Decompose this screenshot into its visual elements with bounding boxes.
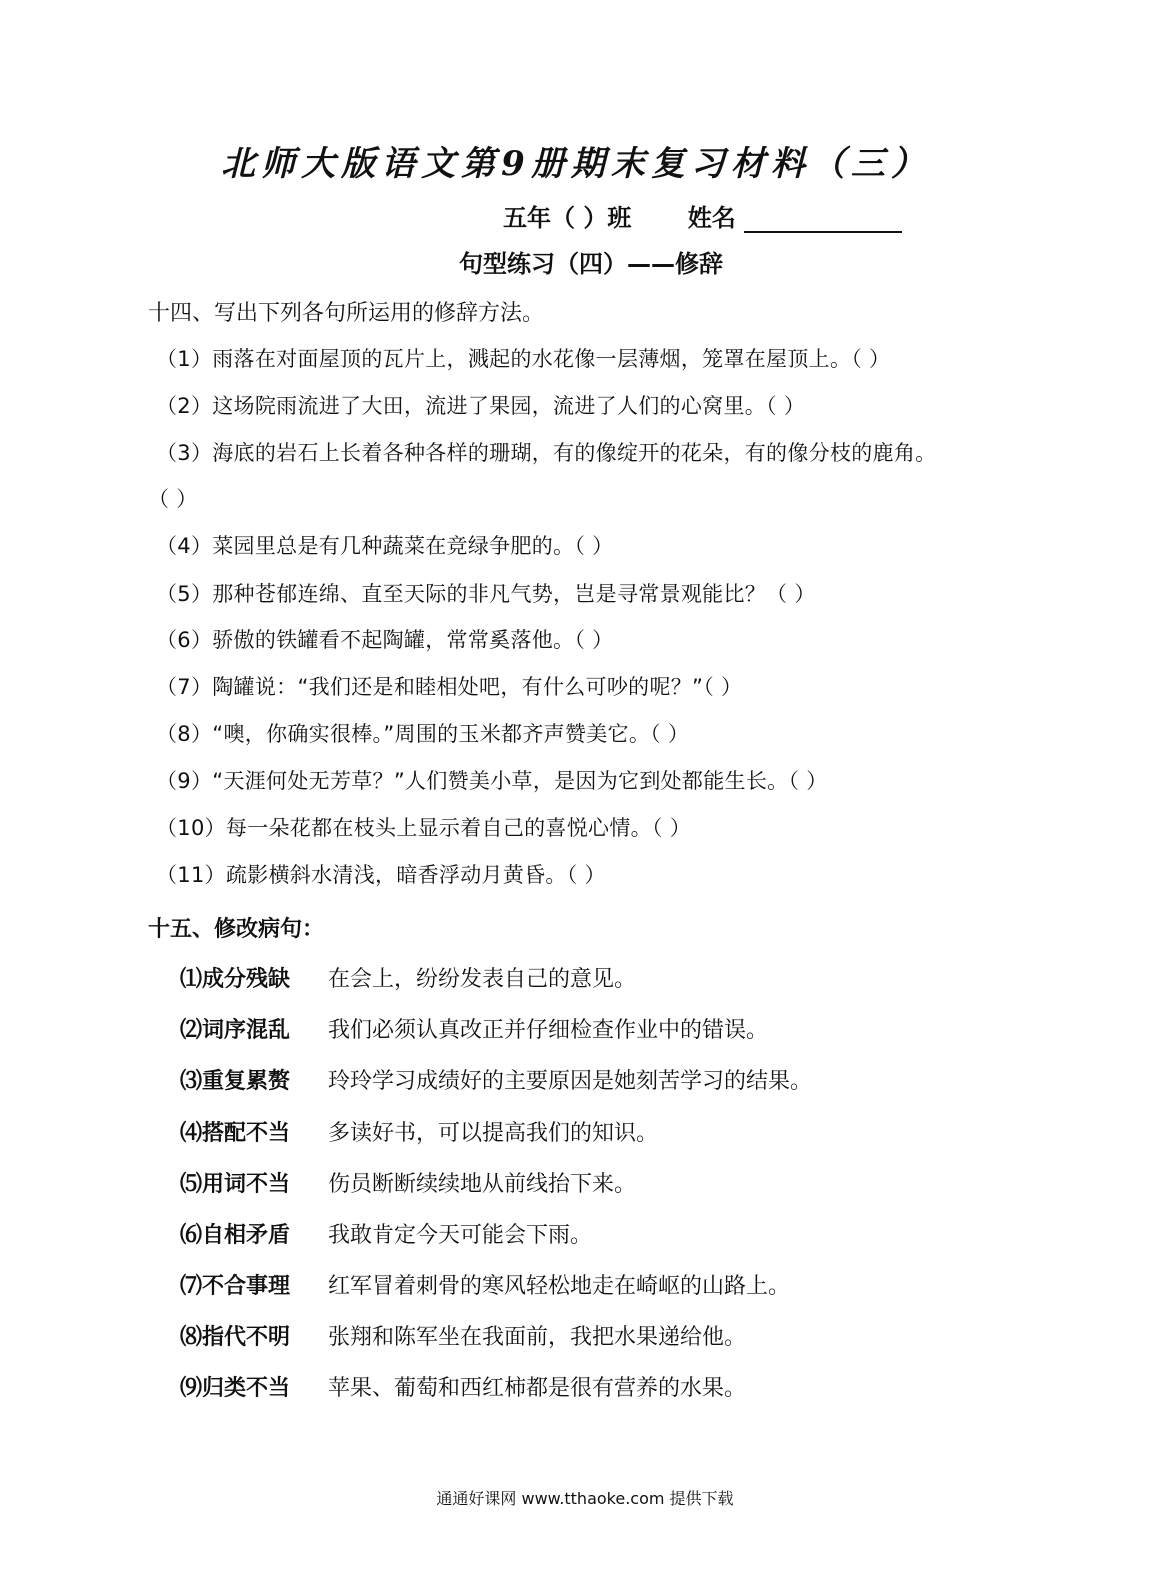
faulty-sentence: 玲玲学习成绩好的主要原因是她刻苦学习的结果。 <box>328 1069 813 1094</box>
error-category: ⑼归类不当 <box>180 1376 291 1401</box>
faulty-sentence: 张翔和陈军坐在我面前，我把水果递给他。 <box>328 1325 747 1350</box>
sentence-fix-row <box>180 1269 790 1300</box>
class-label: 五年（ ）班 <box>503 204 632 232</box>
sentence-fix-row <box>180 1013 768 1044</box>
faulty-sentence: 红军冒着刺骨的寒风轻松地走在崎岖的山路上。 <box>328 1274 791 1299</box>
faulty-sentence: 多读好书，可以提高我们的知识。 <box>328 1121 659 1146</box>
rhetoric-item-2: （2）这场院雨流进了大田，流进了果园，流进了人们的心窝里。（ ） <box>156 394 806 418</box>
document-title: 北师大版语文第9册期末复习材料（三） <box>221 144 931 184</box>
rhetoric-item-6: （6）骄傲的铁罐看不起陶罐，常常奚落他。（ ） <box>156 628 614 652</box>
rhetoric-item-10: （10）每一朵花都在枝头上显示着自己的喜悦心情。（ ） <box>156 816 691 840</box>
rhetoric-item-3: （3）海底的岩石上长着各种各样的珊瑚，有的像绽开的花朵，有的像分枝的鹿角。 <box>156 441 937 465</box>
section-15-heading: 十五、修改病句： <box>148 917 325 942</box>
sentence-fix-row <box>180 1116 658 1147</box>
rhetoric-item-5: （5）那种苍郁连绵、直至天际的非凡气势，岂是寻常景观能比？（ ） <box>156 582 816 606</box>
sentence-fix-row <box>180 962 636 993</box>
faulty-sentence: 在会上，纷纷发表自己的意见。 <box>328 967 637 992</box>
sentence-fix-row <box>180 1064 812 1095</box>
footer-source: 通通好课网 www.tthaoke.com 提供下载 <box>436 1489 734 1508</box>
faulty-sentence: 我们必须认真改正并仔细检查作业中的错误。 <box>328 1018 769 1043</box>
sentence-fix-row <box>180 1320 746 1351</box>
rhetoric-item-7: （7）陶罐说：“我们还是和睦相处吧，有什么可吵的呢？”（ ） <box>156 675 743 699</box>
error-category: ⑸用词不当 <box>180 1172 291 1197</box>
faulty-sentence: 苹果、葡萄和西红柿都是很有营养的水果。 <box>328 1376 747 1401</box>
error-category: ⑶重复累赘 <box>180 1069 291 1094</box>
sentence-fix-row <box>180 1371 746 1402</box>
faulty-sentence: 伤员断断续续地从前线抬下来。 <box>328 1172 637 1197</box>
rhetoric-item-3-blank: （ ） <box>148 487 198 511</box>
rhetoric-item-8: （8）“噢，你确实很棒。”周围的玉米都齐声赞美它。（ ） <box>156 722 690 746</box>
error-category: ⑹自相矛盾 <box>180 1223 291 1248</box>
section-subtitle: 句型练习（四）——修辞 <box>459 250 723 278</box>
rhetoric-item-4: （4）菜园里总是有几种蔬菜在竞绿争肥的。（ ） <box>156 534 614 558</box>
error-category: ⑻指代不明 <box>180 1325 291 1350</box>
section-14-heading: 十四、写出下列各句所运用的修辞方法。 <box>148 301 545 326</box>
class-name-line <box>503 198 902 233</box>
name-blank-line[interactable] <box>744 205 902 233</box>
rhetoric-item-11: （11）疏影横斜水清浅，暗香浮动月黄昏。（ ） <box>156 863 606 887</box>
sentence-fix-row <box>180 1218 592 1249</box>
rhetoric-item-9: （9）“天涯何处无芳草？”人们赞美小草，是因为它到处都能生长。（ ） <box>156 769 828 793</box>
name-label: 姓名 <box>687 204 736 232</box>
error-category: ⑷搭配不当 <box>180 1121 291 1146</box>
error-category: ⑺不合事理 <box>180 1274 291 1299</box>
faulty-sentence: 我敢肯定今天可能会下雨。 <box>328 1223 593 1248</box>
sentence-fix-row <box>180 1167 636 1198</box>
error-category: ⑵词序混乱 <box>180 1018 291 1043</box>
rhetoric-item-1: （1）雨落在对面屋顶的瓦片上，溅起的水花像一层薄烟，笼罩在屋顶上。（ ） <box>156 347 891 371</box>
error-category: ⑴成分残缺 <box>180 967 291 992</box>
